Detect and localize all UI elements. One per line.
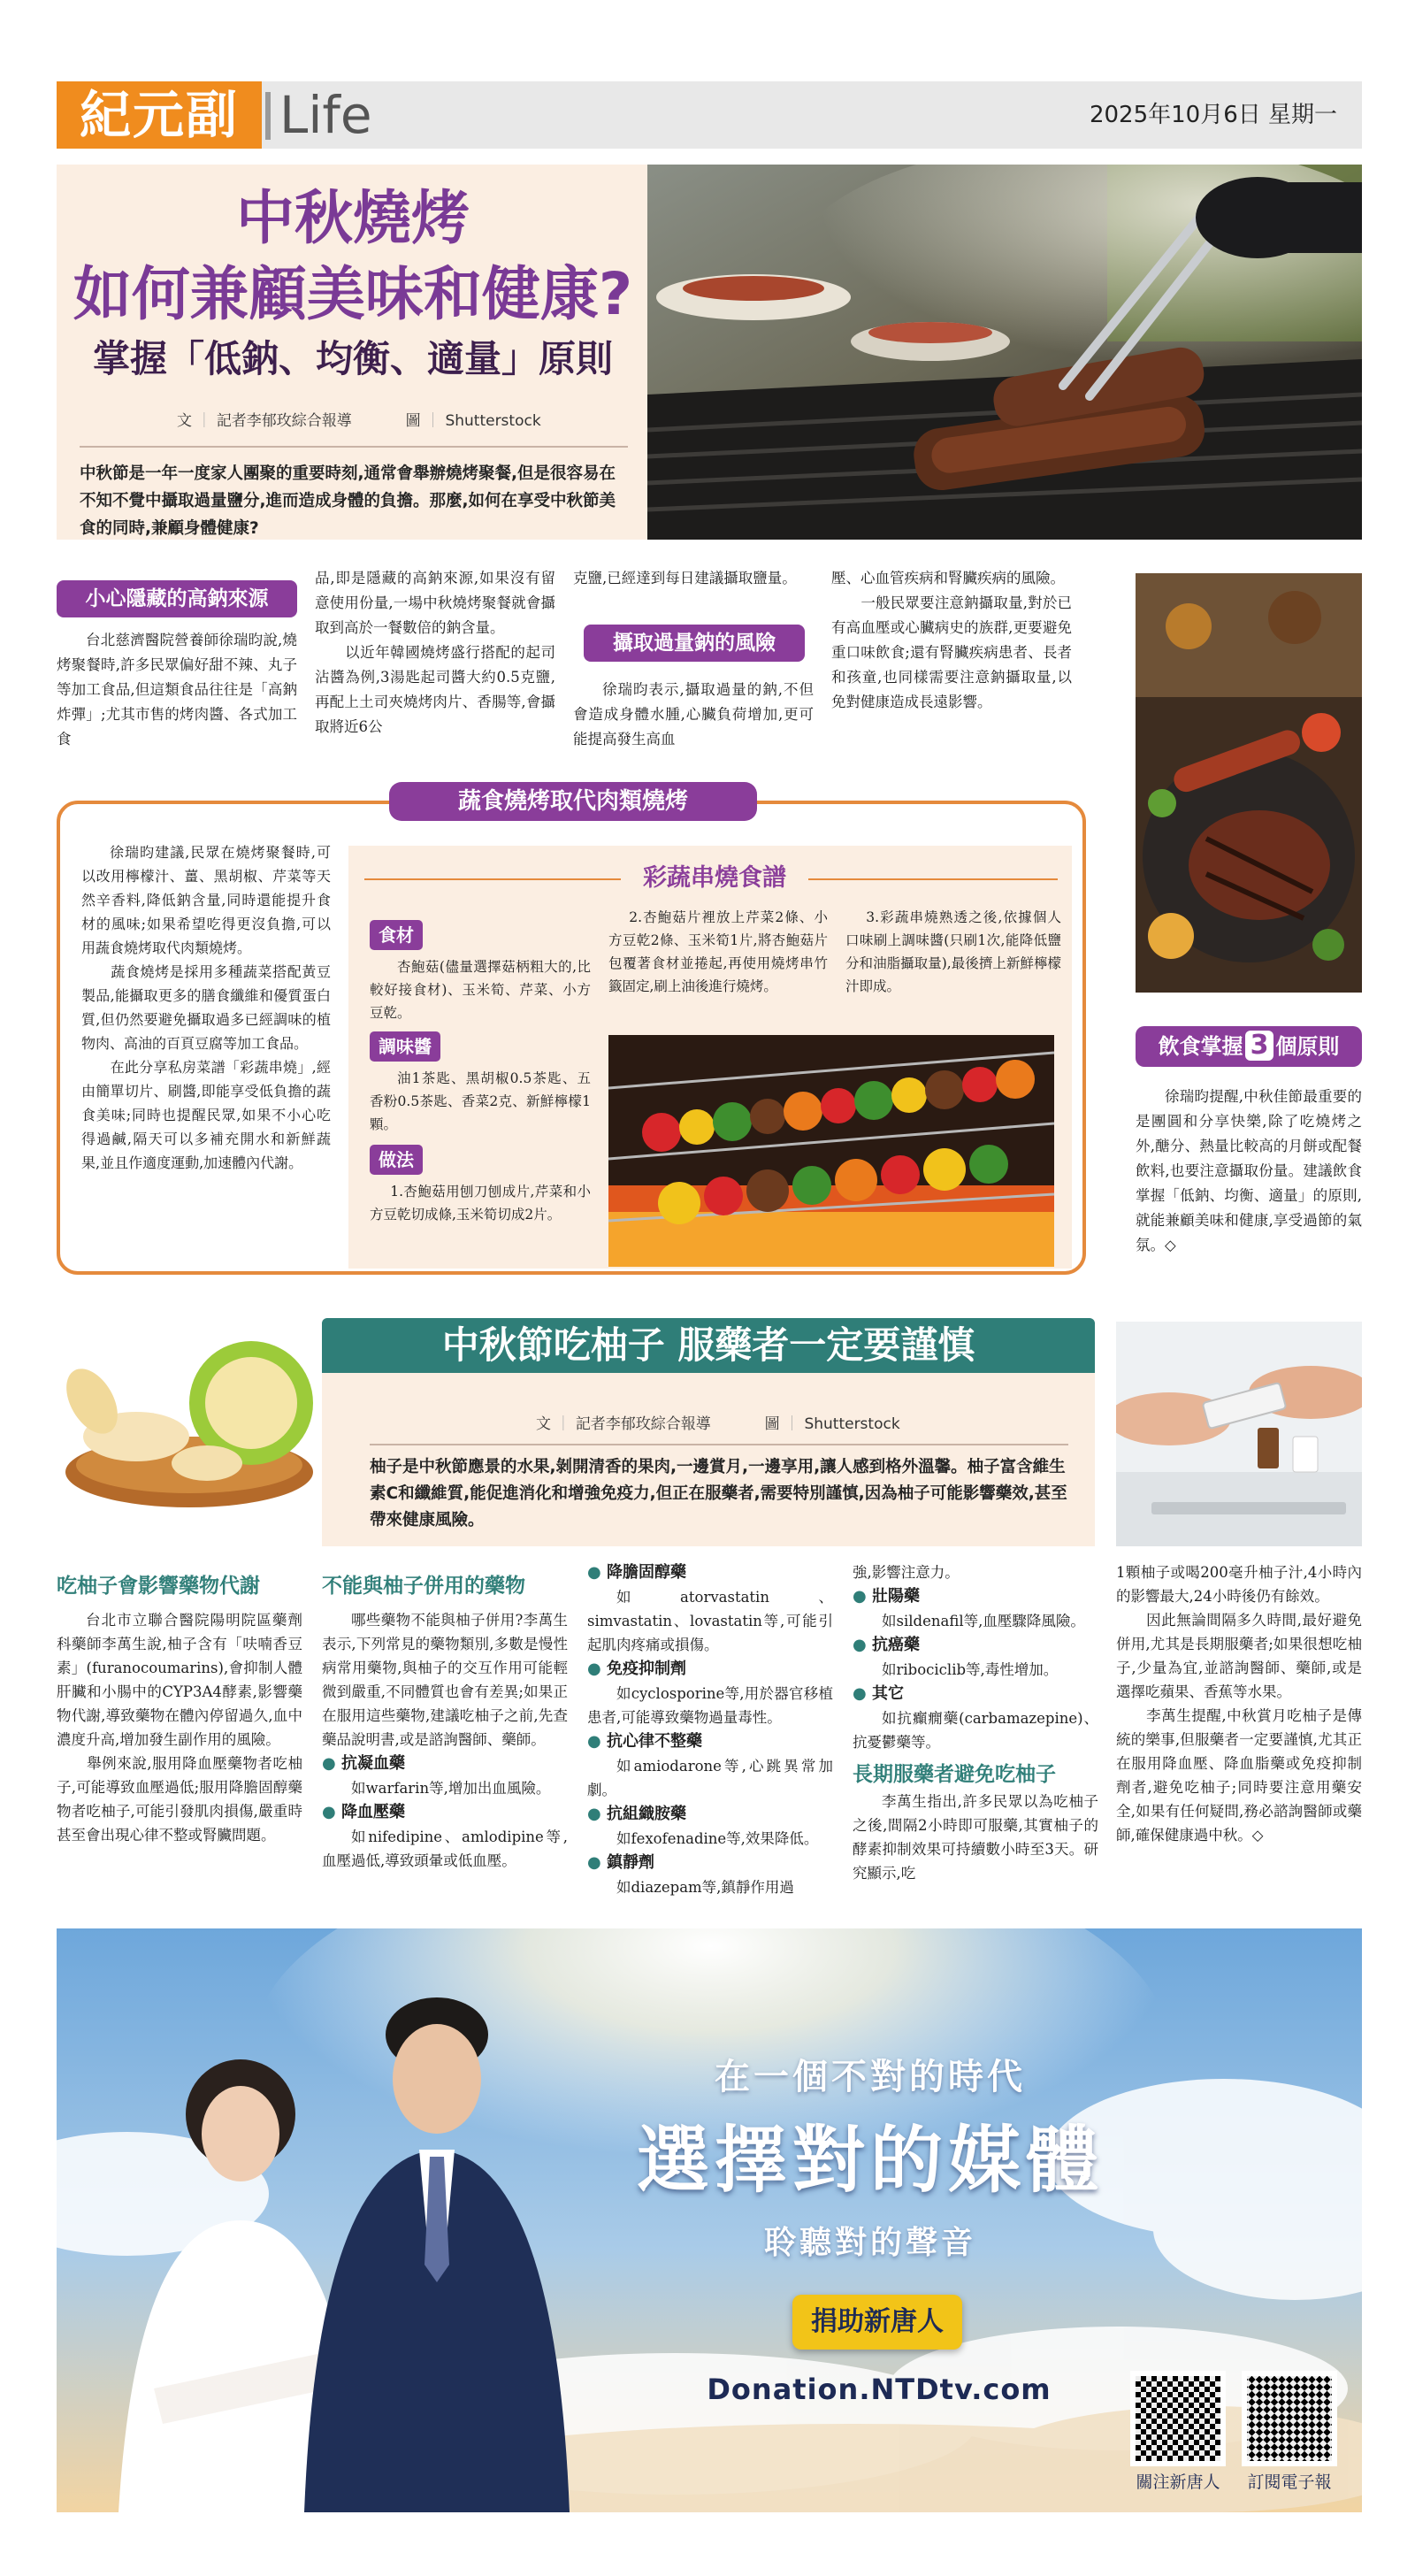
- heading-pomelo-avoid: 長期服藥者避免吃柚子: [853, 1763, 1056, 1786]
- recipe-title: 彩蔬串燒食譜: [643, 864, 786, 892]
- tag-steps: 做法: [370, 1145, 423, 1175]
- heading-pomelo-metabolism: 吃柚子會影響藥物代謝: [57, 1575, 260, 1598]
- byline: 文 ｜ 記者李郁玫綜合報導 圖 ｜ Shutterstock: [177, 412, 541, 430]
- qr-code-newsletter[interactable]: [1242, 2371, 1337, 2466]
- feature2-byline: 文 ｜ 記者李郁玫綜合報導 圖 ｜ Shutterstock: [536, 1415, 900, 1433]
- feature2-lead: 柚子是中秋節應景的水果,剝開清香的果肉,一邊賞月,一邊享用,讓人感到格外溫馨。柚子富含維生素C和纖維質,能促進消化和增強免疫力,但正在服藥者,需要特別謹慎,因為柚子可能影響藥效,甚至帶來健康風險。: [370, 1458, 1067, 1530]
- heading-excess-sodium: 攝取過量鈉的風險: [584, 625, 805, 662]
- heading-hidden-sodium: 小心隱藏的高鈉來源: [57, 580, 297, 617]
- section-name: Life: [279, 85, 372, 145]
- issue-date: 2025年10月6日 星期一: [1089, 102, 1337, 128]
- excess-col-3a: 克鹽,已經達到每日建議攝取鹽量。: [573, 570, 797, 586]
- feature2-rule: [370, 1444, 1068, 1445]
- tag-ingredients: 食材: [370, 920, 423, 950]
- recipe-step-2: 2.杏鮑菇片裡放上芹菜2條、小方豆乾2條、玉米筍1片,將杏鮑菇片包覆著食材並捲起,再使用燒烤串竹籤固定,刷上油後進行燒烤。: [608, 909, 828, 994]
- three-principles-body: 徐瑞昀提醒,中秋佳節最重要的是團圓和分享快樂,除了吃燒烤之外,醣分、熱量比較高的月餅或配餐飲料,也要注意攝取份量。建議飲食掌握「低鈉、均衡、適量」的原則,就能兼顧美味和健康,享受過節的氣氛。◇: [1136, 1088, 1362, 1254]
- ad-tagline-2: 聆聽對的聲音: [763, 2225, 976, 2261]
- pomelo-photo: [57, 1322, 322, 1516]
- qr-caption-newsletter: 訂閱電子報: [1247, 2472, 1332, 2492]
- sodium-col-1: 台北慈濟醫院營養師徐瑞昀說,燒烤聚餐時,許多民眾偏好甜不辣、丸子等加工食品,但這類食品往往是「高鈉炸彈」;尤其市售的烤肉醬、各式加工食: [57, 632, 297, 748]
- recipe-ingredients: 杏鮑菇(儘量選擇菇柄粗大的,比較好接食材)、玉米筍、芹菜、小方豆乾。: [370, 959, 591, 1021]
- qr-code-ntd[interactable]: [1130, 2371, 1226, 2466]
- tag-sauce: 調味醬: [370, 1031, 440, 1062]
- heading-three-principles: 飲食掌握 3 個原則: [1136, 1026, 1362, 1067]
- veg-body: 徐瑞昀建議,民眾在燒烤聚餐時,可以改用檸檬汁、薑、黑胡椒、芹菜等天然辛香料,降低鈉含量,同時還能提升食材的風味;如果希望吃得更沒負擔,可以用蔬食燒烤取代肉類燒烤。 蔬食燒烤是採用多種蔬菜搭配黃豆製品,能攝取更多的膳食纖維和優質蛋白質,但仍然要避免攝取過多已經調味的植物肉、高油的百頁豆腐等加工食品。 在此分享私房菜譜「彩蔬串燒」,經由簡單切片、刷醬,即能享受低負擔的蔬食美味;同時也提醒民眾,如果不小心吃得過鹹,隔天可以多補充開水和新鮮蔬果,並且作適度運動,加速體內代謝。: [81, 844, 331, 1171]
- ntd-donation-ad[interactable]: [57, 1928, 1362, 2512]
- pomelo-col-3: ● 降膽固醇藥 如atorvastatin、simvastatin、lovastatin等,可能引起肌肉疼痛或損傷。 ● 免疫抑制劑 如cyclosporine等,用於器官移植患者,可能導致藥物過量毒性。 ● 抗心律不整藥 如amiodarone等,心跳異常加劇。 ● 抗組織胺藥 如fexofenadine等,效果降低。 ● 鎮靜劑 如diazepam等,鎮靜作用過: [587, 1560, 833, 1899]
- donate-button[interactable]: 捐助新唐人: [792, 2295, 962, 2350]
- pomelo-col-1: 台北市立聯合醫院陽明院區藥劑科藥師李萬生說,柚子含有「呋喃香豆素」(furanocoumarins),會抑制人體肝臟和小腸中的CYP3A4酵素,影響藥物代謝,導致藥物在體內停留過久,血中濃度升高,增加發生副作用的風險。 舉例來說,服用降血壓藥物者吃柚子,可能導致血壓過低;服用降膽固醇藥物者吃柚子,可能引發肌肉損傷,嚴重時甚至會出現心律不整或腎臟問題。: [57, 1612, 302, 1844]
- recipe-rule-left: [364, 878, 621, 880]
- recipe-step-1: 1.杏鮑菇用刨刀刨成片,芹菜和小方豆乾切成條,玉米筍切成2片。: [370, 1184, 591, 1223]
- heading-veg-bbq: 蔬食燒烤取代肉類燒烤: [389, 782, 757, 821]
- pomelo-col-5: 1顆柚子或喝200毫升柚子汁,4小時內的影響最大,24小時後仍有餘效。 因此無論間隔多久時間,最好避免併用,尤其是長期服藥者;如果很想吃柚子,少量為宜,並諮詢醫師、藥師,或是選擇吃蘋果、香蕉等水果。 李萬生提醒,中秋賞月吃柚子是傳統的樂事,但服藥者一定要謹慎,尤其正在服用降血壓、降血脂藥或免疫抑制劑者,避免吃柚子;同時要注意用藥安全,如果有任何疑問,務必諮詢醫師或藥師,確保健康過中秋。◇: [1116, 1564, 1362, 1844]
- pills-handover-photo: [1116, 1322, 1362, 1546]
- ad-tagline-1: 在一個不對的時代: [715, 2057, 1026, 2097]
- steak-photo: [1136, 573, 1362, 993]
- excess-col-3b: 徐瑞昀表示,攝取過量的鈉,不但會造成身體水腫,心臟負荷增加,更可能提高發生高血: [573, 681, 814, 748]
- sodium-col-2: 品,即是隱藏的高鈉來源,如果沒有留意使用份量,一場中秋燒烤聚餐就會攝取到高於一餐數倍的鈉含量。 以近年韓國燒烤盛行搭配的起司沾醬為例,3湯匙起司醬大約0.5克鹽,再配上土司夾燒烤肉片、香腸等,會攝取將近6公: [315, 570, 555, 735]
- feature-subtitle: 掌握「低鈉、均衡、適量」原則: [92, 337, 613, 380]
- feature-lead: 中秋節是一年一度家人團聚的重要時刻,通常會舉辦燒烤聚餐,但是很容易在不知不覺中攝取過量鹽分,進而造成身體的負擔。那麼,如何在享受中秋節美食的同時,兼顧身體健康?: [80, 464, 616, 538]
- excess-col-4: 壓、心血管疾病和腎臟疾病的風險。 一般民眾要注意鈉攝取量,對於已有高血壓或心臟病史的族群,更要避免重口味飲食;還有腎臟疾病患者、長者和孩童,也同樣需要注意鈉攝取量,以免對健康造成長遠影響。: [831, 570, 1072, 710]
- feature-title: 中秋燒烤 如何兼顧美味和健康?: [73, 184, 633, 328]
- ad-headline: 選擇對的媒體: [636, 2118, 1104, 2203]
- veggie-skewers-photo: [608, 1035, 1054, 1267]
- qr-caption-ntd: 關注新唐人: [1136, 2472, 1220, 2492]
- pomelo-col-4: 強,影響注意力。 ● 壯陽藥 如sildenafil等,血壓驟降風險。 ● 抗癌藥 如ribociclib等,毒性增加。 ● 其它 如抗癲癇藥(carbamazepine)、抗憂鬱藥等。 長期服藥者避免吃柚子 李萬生指出,許多民眾以為吃柚子之後,間隔2小時即可服藥,其實柚子的酵素抑制效果可持續數小時至3天。研究顯示,吃: [853, 1560, 1098, 1885]
- brand-logo: 紀元副: [57, 81, 262, 149]
- feature2-title: 中秋節吃柚子 服藥者一定要謹慎: [441, 1323, 975, 1367]
- recipe-rule-right: [808, 878, 1058, 880]
- heading-pomelo-drugs: 不能與柚子併用的藥物: [322, 1575, 525, 1598]
- bbq-grill-photo: [647, 165, 1362, 540]
- section-divider: [265, 92, 271, 140]
- pomelo-col-2: 哪些藥物不能與柚子併用?李萬生表示,下列常見的藥物類別,多數是慢性病常用藥物,與柚子的交互作用可能輕微到嚴重,不同體質也會有差異;如果正在服用這些藥物,建議吃柚子之前,先查藥品說明書,或是諮詢醫師、藥師。 ● 抗凝血藥 如warfarin等,增加出血風險。 ● 降血壓藥 如nifedipine、amlodipine等,血壓過低,導致頭暈或低血壓。: [322, 1608, 568, 1873]
- donation-url-link[interactable]: Donation.NTDtv.com: [707, 2373, 1052, 2406]
- recipe-step-3: 3.彩蔬串燒熟透之後,依據個人口味刷上調味醬(只刷1次,能降低鹽分和油脂攝取量),最後擠上新鮮檸檬汁即成。: [845, 909, 1061, 994]
- recipe-sauce: 油1茶匙、黑胡椒0.5茶匙、五香粉0.5茶匙、香菜2克、新鮮檸檬1顆。: [370, 1070, 591, 1132]
- lead-rule: [80, 446, 628, 448]
